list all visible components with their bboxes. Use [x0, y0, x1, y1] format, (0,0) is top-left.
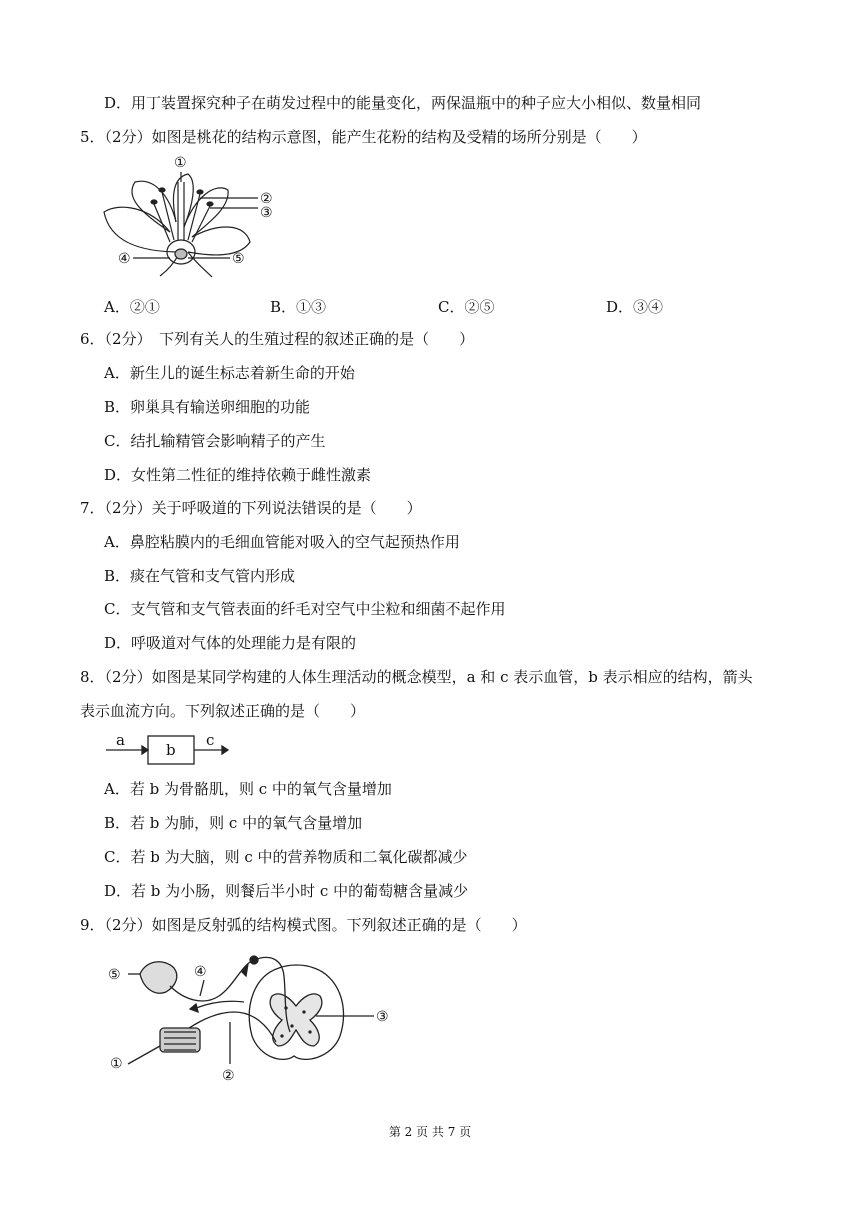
q6-option-c: C．结扎输精管会影响精子的产生	[104, 432, 326, 450]
q6-option-b: B．卵巢具有输送卵细胞的功能	[104, 398, 311, 416]
q8-stem-line1: 8．（2分）如图是某同学构建的人体生理活动的概念模型，a 和 c 表示血管，b 表示相应的结构，箭头	[80, 668, 753, 686]
q9-label-1: ①	[110, 1056, 123, 1072]
q9-label-2: ②	[222, 1068, 235, 1084]
q5-label-2: ②	[260, 191, 273, 207]
q5-options	[104, 296, 744, 318]
q5-option-c: C．②⑤	[438, 298, 495, 316]
q5-label-4: ④	[118, 251, 131, 267]
q8-stem-line2: 表示血流方向。下列叙述正确的是（ ）	[80, 702, 366, 720]
q7-stem: 7．（2分）关于呼吸道的下列说法错误的是（ ）	[80, 499, 422, 517]
concept-model-diagram	[104, 730, 234, 766]
q7-option-b: B．痰在气管和支气管内形成	[104, 567, 296, 585]
q5-option-a: A．②①	[104, 298, 160, 316]
q6-option-d: D．女性第二性征的维持依赖于雌性激素	[104, 466, 372, 484]
q8-option-a: A．若 b 为骨骼肌，则 c 中的氧气含量增加	[104, 780, 392, 798]
q7-option-d: D．呼吸道对气体的处理能力是有限的	[104, 634, 357, 652]
q5-option-b: B．①③	[270, 298, 327, 316]
q7-option-a: A．鼻腔粘膜内的毛细血管能对吸入的空气起预热作用	[104, 533, 460, 551]
q8-label-b: b	[166, 741, 176, 759]
q8-option-c: C．若 b 为大脑，则 c 中的营养物质和二氧化碳都减少	[104, 848, 468, 866]
q5-label-5: ⑤	[232, 251, 245, 267]
q6-stem: 6．（2分） 下列有关人的生殖过程的叙述正确的是（ ）	[80, 330, 475, 348]
q7-option-c: C．支气管和支气管表面的纤毛对空气中尘粒和细菌不起作用	[104, 600, 506, 618]
q5-label-1: ①	[174, 155, 187, 171]
q8-option-d: D．若 b 为小肠，则餐后半小时 c 中的葡萄糖含量减少	[104, 882, 469, 900]
q9-label-4: ④	[194, 964, 207, 980]
peach-flower-diagram	[100, 152, 280, 282]
page-footer: 第 2 页 共 7 页	[388, 1125, 472, 1139]
q5-stem: 5．（2分）如图是桃花的结构示意图，能产生花粉的结构及受精的场所分别是（ ）	[80, 128, 647, 146]
q8-label-c: c	[206, 731, 215, 749]
reflex-arc-diagram	[104, 946, 394, 1086]
q4-option-d: D．用丁装置探究种子在萌发过程中的能量变化，两保温瓶中的种子应大小相似、数量相同	[104, 94, 702, 112]
q9-label-5: ⑤	[108, 967, 121, 983]
q8-label-a: a	[116, 731, 125, 749]
q5-label-3: ③	[260, 205, 273, 221]
q6-option-a: A．新生儿的诞生标志着新生命的开始	[104, 364, 355, 382]
q8-option-b: B．若 b 为肺，则 c 中的氧气含量增加	[104, 814, 363, 832]
q9-label-3: ③	[376, 1009, 389, 1025]
q9-stem: 9．（2分）如图是反射弧的结构模式图。下列叙述正确的是（ ）	[80, 916, 527, 934]
q5-option-d: D．③④	[606, 298, 664, 316]
